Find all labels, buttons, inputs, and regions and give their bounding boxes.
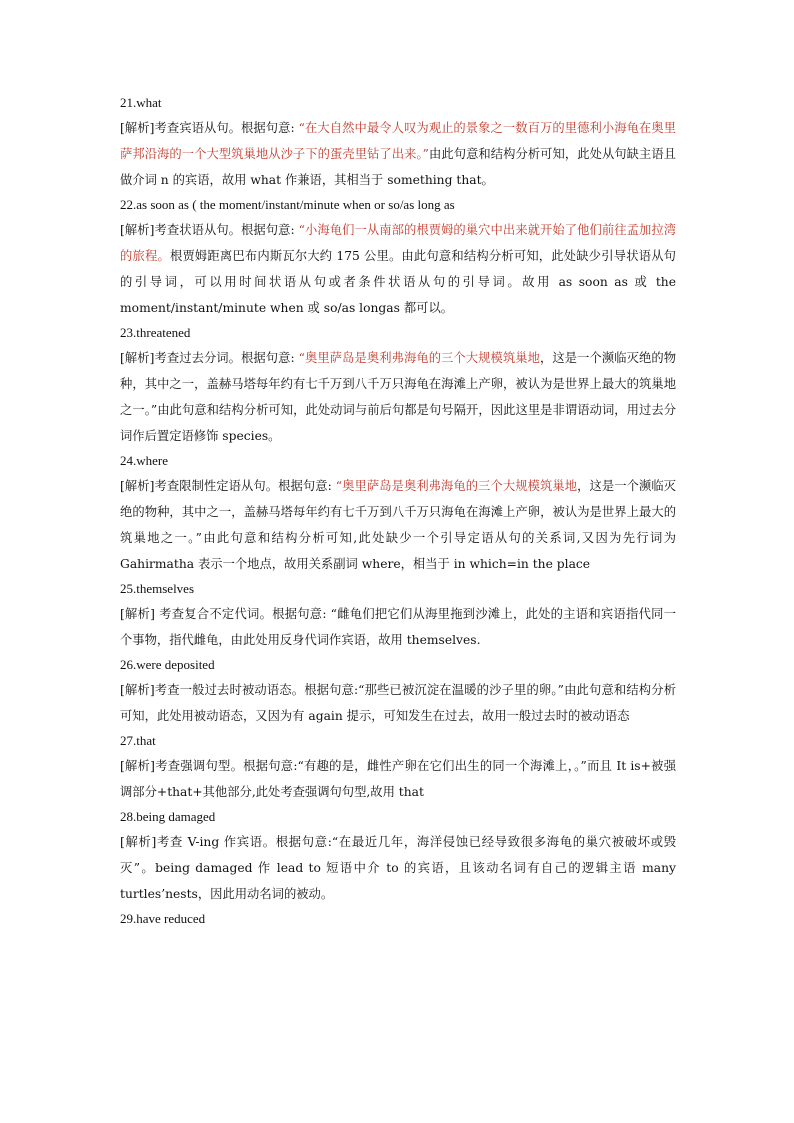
translation-quote: “在大自然中最令人叹为观止的景象之一数百万的里德利小海龟在奥里萨邦沿海的一个大型筑巢地从沙子下的蛋壳里钻了出来。”	[120, 121, 676, 161]
analysis-paragraph	[120, 115, 676, 193]
analysis-text: [解析]考查强调句型。根据句意:“有趣的是，雌性产卵在它们出生的同一个海滩上，。”而且 It is+被强调部分+that+其他部分,此处考查强调句句型,故用 that	[120, 759, 676, 799]
analysis-paragraph	[120, 601, 676, 653]
analysis-paragraph	[120, 473, 676, 577]
answer-heading: 22.as soon as ( the moment/instant/minute when or so/as long as	[120, 197, 455, 212]
analysis-paragraph	[120, 217, 676, 321]
analysis-paragraph	[120, 753, 676, 805]
analysis-intro: [解析]考查过去分词。根据句意:	[120, 351, 299, 365]
analysis-text: ，这是一个濒临灭绝的物种，其中之一，盖赫马塔每年约有七千万到八千万只海龟在海滩上产卵，被认为是世界上最大的筑巢地之一。”由此句意和结构分析可知，此处动词与前后句都是句号隔开，因此这里是非谓语动词，用过去分词作后置定语修饰 species。	[120, 351, 676, 443]
answer-heading: 28.being damaged	[120, 809, 216, 824]
analysis-intro: [解析]考查状语从句。根据句意:	[120, 223, 299, 237]
answer-entry-22	[120, 193, 676, 321]
answer-entry-26	[120, 653, 676, 729]
answer-heading: 25.themselves	[120, 581, 195, 596]
answer-entry-27	[120, 729, 676, 805]
answer-entry-29	[120, 907, 676, 931]
analysis-paragraph	[120, 345, 676, 449]
analysis-intro: [解析]考查限制性定语从句。根据句意:	[120, 479, 336, 493]
answer-heading: 24.where	[120, 453, 169, 468]
answer-entry-25	[120, 577, 676, 653]
answer-page	[120, 91, 676, 931]
answer-entry-24	[120, 449, 676, 577]
answer-heading: 29.have reduced	[120, 911, 206, 926]
analysis-text: 根贾姆距离巴布内斯瓦尔大约 175 公里。由此句意和结构分析可知，此处缺少引导状语从句的引导词，可以用时间状语从句或者条件状语从句的引导词。故用 as soon as 或 the moment/instant/minute when 或 so/as longas 都可以。	[120, 249, 676, 315]
answer-entry-21	[120, 91, 676, 193]
analysis-text: [解析]考查 V-ing 作宾语。根据句意:“在最近几年，海洋侵蚀已经导致很多海龟的巢穴被破坏或毁灭”。being damaged 作 lead to 短语中介 to 的宾语，且该动名词有自己的逻辑主语 many turtles’nests，因此用动名词的被动。	[120, 835, 676, 901]
translation-quote: “小海龟们一从南部的根贾姆的巢穴中出来就开始了他们前往孟加拉湾的旅程。	[120, 223, 676, 263]
analysis-text: [解析]考查一般过去时被动语态。根据句意:“那些已被沉淀在温暖的沙子里的卵。”由此句意和结构分析可知，此处用被动语态，又因为有 again 提示，可知发生在过去，故用一般过去时的被动语态	[120, 683, 676, 723]
analysis-text: 由此句意和结构分析可知，此处从句缺主语且做介词 n 的宾语，故用 what 作兼语，其相当于 something that。	[120, 147, 676, 187]
analysis-paragraph	[120, 677, 676, 729]
analysis-paragraph	[120, 829, 676, 907]
analysis-text: [解析] 考查复合不定代词。根据句意: “雌龟们把它们从海里拖到沙滩上，此处的主语和宾语指代同一个事物，指代雌龟，由此处用反身代词作宾语，故用 themselves.	[120, 607, 676, 647]
answer-entry-23	[120, 321, 676, 449]
answer-heading: 27.that	[120, 733, 156, 748]
answer-entry-28	[120, 805, 676, 907]
answer-heading: 23.threatened	[120, 325, 191, 340]
answer-heading: 26.were deposited	[120, 657, 215, 672]
analysis-text: ，这是一个濒临灭绝的物种，其中之一，盖赫马塔每年约有七千万到八千万只海龟在海滩上产卵，被认为是世界上最大的筑巢地之一。”由此句意和结构分析可知,此处缺少一个引导定语从句的关系词,又因为先行词为 Gahirmatha 表示一个地点，故用关系副词 where，相当于 in which=in the place	[120, 479, 676, 571]
answer-heading: 21.what	[120, 95, 162, 110]
translation-quote: “奥里萨岛是奥利弗海龟的三个大规模筑巢地	[298, 351, 541, 365]
analysis-intro: [解析]考查宾语从句。根据句意:	[120, 121, 299, 135]
translation-quote: “奥里萨岛是奥利弗海龟的三个大规模筑巢地	[335, 479, 578, 493]
